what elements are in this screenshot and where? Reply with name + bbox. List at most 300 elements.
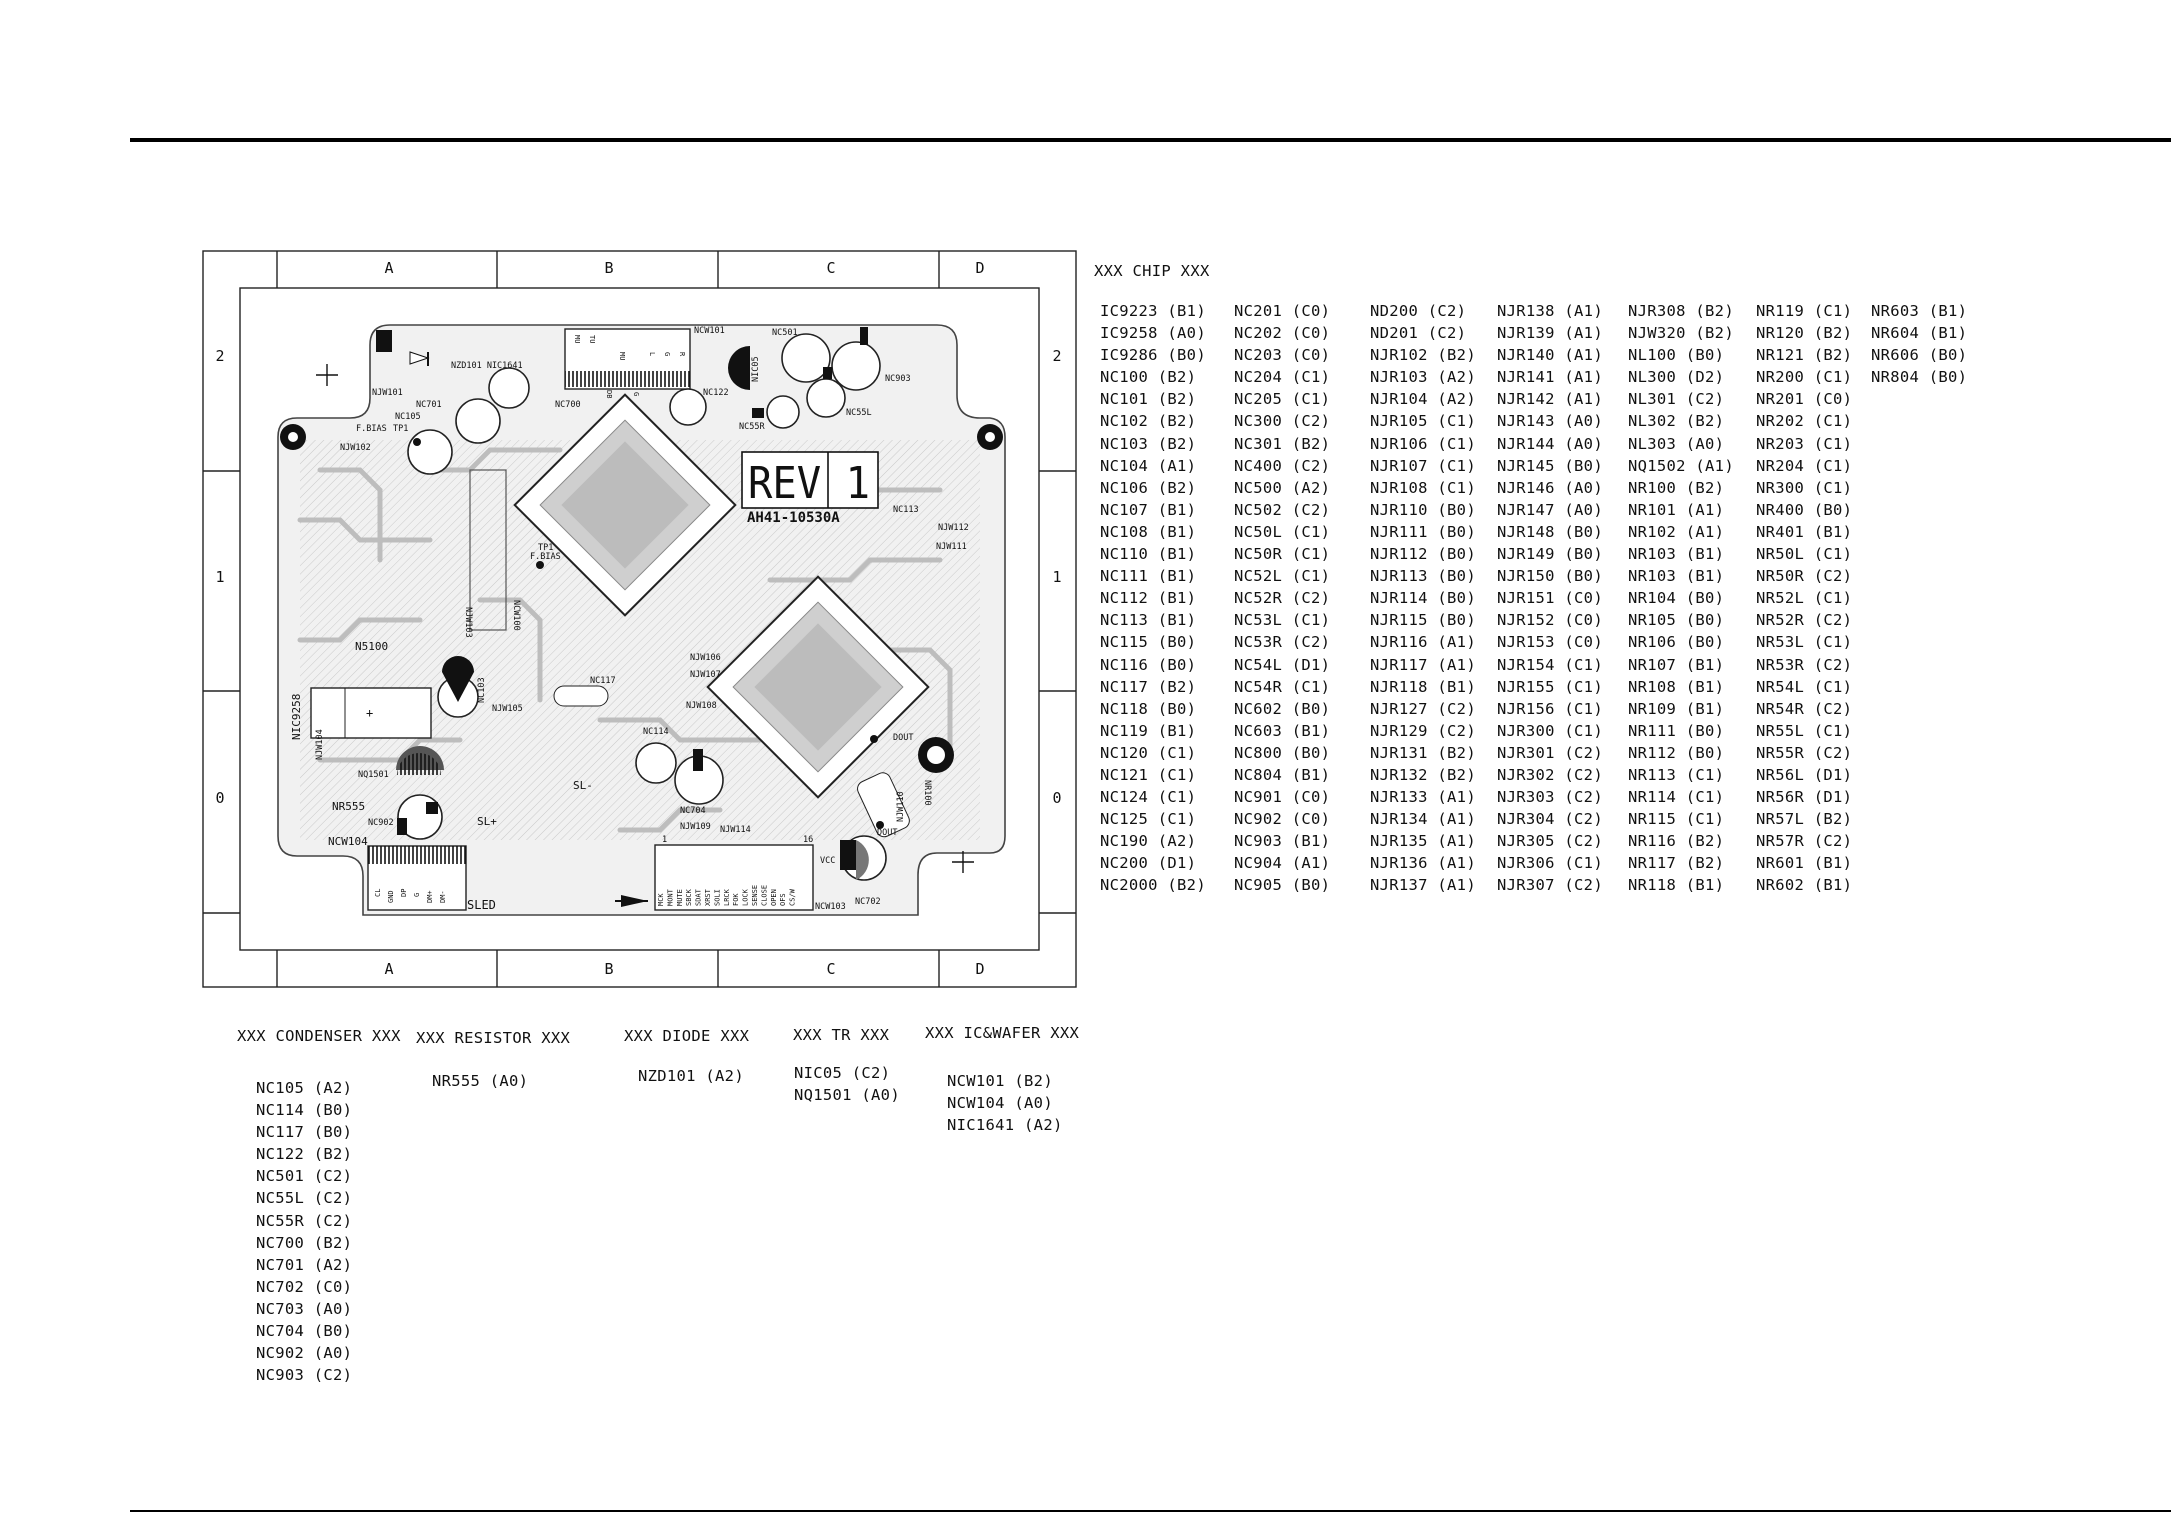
legend-entry: IC9223 (B1) [1100,302,1206,320]
legend-entry: NC118 (B0) [1100,699,1197,718]
legend-entry: NC301 (B2) [1234,434,1331,453]
pin-label: DP [400,888,408,897]
legend-entry: NR109 (B1) [1628,699,1725,718]
legend-entry: NJR116 (A1) [1370,633,1476,652]
legend-entry: NJR136 (A1) [1370,854,1476,873]
label-nc903: NC903 [885,374,911,384]
legend-entry: NR50R (C2) [1756,567,1853,586]
condenser-header: XXX CONDENSER XXX [237,1027,401,1045]
label-sl-plus: SL+ [477,815,497,828]
label-njw104: NJW104 [315,729,325,760]
pin-label: DM+ [426,890,434,903]
legend-entry: NC501 (C2) [256,1167,353,1186]
legend-entry: NJR107 (C1) [1370,456,1476,475]
legend-entry: NC400 (C2) [1234,456,1331,475]
legend-entry: NJR118 (B1) [1370,677,1476,696]
grid-col-label-bottom-a: A [384,960,394,978]
legend-entry: NC55R (C2) [256,1211,353,1230]
label-ncw104: NCW104 [328,835,368,848]
legend-entry: NC2000 (B2) [1100,876,1206,895]
legend-entry: NC53L (C1) [1234,611,1331,630]
grid-row-label-left-1: 1 [215,568,225,586]
label-f-bias-b: F.BIAS [530,552,561,562]
label-nic9258: NIC9258 [290,693,303,740]
ic-wafer-header: XXX IC&WAFER XXX [925,1024,1080,1042]
legend-entry: NC201 (C0) [1234,302,1331,320]
tr-list [794,1062,900,1106]
legend-entry: NJR145 (B0) [1497,456,1603,475]
chip-column-7 [1871,300,1967,388]
legend-entry: NC903 (B1) [1234,832,1331,851]
legend-entry: NC104 (A1) [1100,456,1197,475]
legend-entry: NJR111 (B0) [1370,522,1476,541]
legend-entry: NR555 (A0) [432,1072,529,1090]
condenser-list [256,1077,352,1386]
legend-entry: NR56R (D1) [1756,788,1853,807]
pin-label: CLOSE [760,884,769,906]
legend-entry: NC703 (A0) [256,1299,353,1318]
legend-entry: NJR156 (C1) [1497,699,1603,718]
legend-entry: NR401 (B1) [1756,522,1853,541]
legend-entry: NJR307 (C2) [1497,876,1603,895]
label-ncw100: NCW100 [511,600,521,631]
ic-wafer-list [947,1070,1063,1136]
legend-entry: NR106 (B0) [1628,633,1725,652]
legend-entry: NC200 (D1) [1100,854,1197,873]
legend-entry: NR54R (C2) [1756,699,1853,718]
legend-entry: NC701 (A2) [256,1255,353,1274]
legend-entry: NJR154 (C1) [1497,655,1603,674]
label-njw114: NJW114 [720,825,751,835]
part-number-label: AH41-10530A [747,510,840,526]
pin-label: TU [588,335,596,344]
grid-col-label-top-d: D [975,259,985,277]
legend-entry: NR121 (B2) [1756,346,1853,365]
label-njw111: NJW111 [936,542,967,552]
legend-entry: NJR151 (C0) [1497,589,1603,608]
label-nc103: NC103 [477,677,487,703]
label-vcc: VCC [820,856,836,866]
legend-entry: NJR135 (A1) [1370,832,1476,851]
pin-label: GND [387,890,395,903]
label-sl-minus: SL- [573,779,593,792]
legend-entry: NJR108 (C1) [1370,478,1476,497]
legend-entry: NR115 (C1) [1628,810,1725,829]
grid-row-label-right-0: 0 [1052,789,1062,807]
label-dout-b: DOUT [877,828,898,838]
chip-column-1 [1100,300,1206,897]
legend-entry: NJR115 (B0) [1370,611,1476,630]
legend-entry: NR100 (B2) [1628,478,1725,497]
grid-row-label-right-1: 1 [1052,568,1062,586]
pin-label: G [663,352,671,357]
legend-entry: NJR304 (C2) [1497,810,1603,829]
legend-entry: NJR141 (A1) [1497,368,1603,387]
legend-entry: NJR131 (B2) [1370,743,1476,762]
legend-entry: NR52L (C1) [1756,589,1853,608]
legend-entry: NJR105 (C1) [1370,412,1476,431]
legend-entry: NJR152 (C0) [1497,611,1603,630]
chip-header: XXX CHIP XXX [1094,262,1210,280]
legend-entry: NJR117 (A1) [1370,655,1476,674]
legend-entry: NC122 (B2) [256,1145,353,1164]
legend-entry: NC502 (C2) [1234,500,1331,519]
legend-entry: NL100 (B0) [1628,346,1725,365]
legend-entry: NC202 (C0) [1234,324,1331,343]
legend-entry: NR804 (B0) [1871,368,1968,387]
chip-column-3 [1370,300,1476,897]
chip-column-5 [1628,300,1734,897]
legend-entry: NR120 (B2) [1756,324,1853,343]
legend-entry: NR200 (C1) [1756,368,1853,387]
label-n5100: N5100 [355,640,389,653]
legend-entry: NC204 (C1) [1234,368,1331,387]
legend-entry: ND201 (C2) [1370,324,1467,343]
legend-entry: NC108 (B1) [1100,522,1197,541]
legend-entry: NIC1641 (A2) [947,1116,1063,1135]
label-tp1-b: TP1 [538,543,554,553]
legend-entry: NQ1501 (A0) [794,1086,900,1105]
legend-entry: NR118 (B1) [1628,876,1725,895]
legend-entry: NC203 (C0) [1234,346,1331,365]
label-njw107: NJW107 [690,670,721,680]
legend-entry: NR53R (C2) [1756,655,1853,674]
grid-col-label-top-a: A [384,259,394,277]
legend-entry: NJR146 (A0) [1497,478,1603,497]
chip-column-2 [1234,300,1330,897]
legend-entry: NC903 (C2) [256,1366,353,1385]
legend-entry: NC500 (A2) [1234,478,1331,497]
legend-entry: NJR306 (C1) [1497,854,1603,873]
legend-entry: NJR301 (C2) [1497,743,1603,762]
legend-entry: NC902 (A0) [256,1344,353,1363]
legend-entry: NC120 (C1) [1100,743,1197,762]
legend-entry: NL303 (A0) [1628,434,1725,453]
legend-entry: NL302 (B2) [1628,412,1725,431]
legend-entry: NC100 (B2) [1100,368,1197,387]
legend-entry: NC702 (C0) [256,1277,353,1296]
legend-entry: NC904 (A1) [1234,854,1331,873]
legend-entry: NJR155 (C1) [1497,677,1603,696]
legend-entry: NR107 (B1) [1628,655,1725,674]
legend-entry: NR603 (B1) [1871,302,1968,320]
legend-entry: NC901 (C0) [1234,788,1331,807]
legend-entry: NR53L (C1) [1756,633,1853,652]
legend-entry: NJR308 (B2) [1628,302,1734,320]
label-nq1501: NQ1501 [358,770,389,780]
legend-entry: NJW320 (B2) [1628,324,1734,343]
pin-label: LOCK [741,889,750,906]
legend-entry: NJR303 (C2) [1497,788,1603,807]
legend-entry: NC103 (B2) [1100,434,1197,453]
legend-entry: NR111 (B0) [1628,721,1725,740]
legend-entry: NJR147 (A0) [1497,500,1603,519]
label-pin-16: 16 [803,835,814,845]
legend-entry: NC115 (B0) [1100,633,1197,652]
legend-entry: NC117 (B0) [256,1123,353,1142]
legend-entry: NR116 (B2) [1628,832,1725,851]
legend-entry: NJR144 (A0) [1497,434,1603,453]
label-dout: DOUT [893,733,914,743]
grid-col-label-bottom-c: C [826,960,836,978]
legend-entry: NC54R (C1) [1234,677,1331,696]
legend-entry: NC113 (B1) [1100,611,1197,630]
legend-entry: NR56L (D1) [1756,765,1853,784]
legend-entry: NR55L (C1) [1756,721,1853,740]
legend-entry: NR105 (B0) [1628,611,1725,630]
legend-entry: NR57R (C2) [1756,832,1853,851]
legend-entry: NJR302 (C2) [1497,765,1603,784]
label-njw108: NJW108 [686,701,717,711]
legend-entry: NR102 (A1) [1628,522,1725,541]
legend-entry: NR52R (C2) [1756,611,1853,630]
pin-label: L [648,352,656,357]
legend-entry: NJR114 (B0) [1370,589,1476,608]
legend-entry: NC101 (B2) [1100,390,1197,409]
label-nc701: NC701 [416,400,442,410]
legend-entry: NC52L (C1) [1234,567,1331,586]
grid-row-label-left-0: 0 [215,789,225,807]
legend-entry: NC704 (B0) [256,1322,353,1341]
pin-label: CS/W [788,889,797,906]
legend-entry: NC54L (D1) [1234,655,1331,674]
label-nc55l: NC55L [846,408,872,418]
legend-entry: NJR103 (A2) [1370,368,1476,387]
label-njw102: NJW102 [340,443,371,453]
legend-entry: NC106 (B2) [1100,478,1197,497]
grid-col-label-top-c: C [826,259,836,277]
label-nc105: NC105 [395,412,421,422]
pin-label: CL [374,888,382,897]
legend-entry: NR55R (C2) [1756,743,1853,762]
pin-label: OFS [779,893,788,906]
legend-entry: NJR142 (A1) [1497,390,1603,409]
legend-entry: NR604 (B1) [1871,324,1968,343]
legend-entry: NJR143 (A0) [1497,412,1603,431]
legend-entry: NL301 (C2) [1628,390,1725,409]
label-nc702: NC702 [855,897,881,907]
grid-row-label-right-2: 2 [1052,347,1062,365]
label-ncw101: NCW101 [694,326,725,336]
pin-label: SBCK [685,889,694,906]
legend-entry: NR114 (C1) [1628,788,1725,807]
legend-entry: NR103 (B1) [1628,567,1725,586]
pin-label: MUTE [675,889,684,906]
pin-label: SOLI [713,889,722,906]
legend-entry: NC603 (B1) [1234,721,1331,740]
legend-entry: NJR104 (A2) [1370,390,1476,409]
legend-entry: IC9258 (A0) [1100,324,1206,343]
legend-entry: NL300 (D2) [1628,368,1725,387]
legend-entry: NJR132 (B2) [1370,765,1476,784]
pin-label: DB [605,390,613,399]
label-tp1: TP1 [393,424,409,434]
legend-entry: NC700 (B2) [256,1233,353,1252]
pin-label: MONT [666,889,675,906]
grid-row-label-left-2: 2 [215,347,225,365]
label-njw112: NJW112 [938,523,969,533]
legend-entry: NR113 (C1) [1628,765,1725,784]
legend-entry: NC50R (C1) [1234,545,1331,564]
legend-entry: NCW101 (B2) [947,1072,1053,1090]
legend-entry: NR50L (C1) [1756,545,1853,564]
label-ncw103: NCW103 [815,902,846,912]
legend-entry: NR606 (B0) [1871,346,1968,365]
legend-entry: NC804 (B1) [1234,765,1331,784]
legend-entry: NC102 (B2) [1100,412,1197,431]
legend-entry: NC116 (B0) [1100,655,1197,674]
legend-entry: NJR102 (B2) [1370,346,1476,365]
legend-entry: NJR149 (B0) [1497,545,1603,564]
label-njw109: NJW109 [680,822,711,832]
legend-entry: NC50L (C1) [1234,522,1331,541]
legend-entry: NC121 (C1) [1100,765,1197,784]
legend-entry: NR602 (B1) [1756,876,1853,895]
label-f-bias: F.BIAS [356,424,387,434]
legend-entry: NJR305 (C2) [1497,832,1603,851]
diode-list [638,1065,744,1087]
pin-label: OPEN [769,889,778,906]
legend-entry: NR601 (B1) [1756,854,1853,873]
label-nc113: NC113 [893,505,919,515]
legend-entry: NJR129 (C2) [1370,721,1476,740]
tr-header: XXX TR XXX [793,1026,890,1044]
legend-entry: NR57L (B2) [1756,810,1853,829]
legend-entry: NR103 (B1) [1628,545,1725,564]
label-nc501: NC501 [772,328,798,338]
legend-entry: NC107 (B1) [1100,500,1197,519]
legend-entry: NJR127 (C2) [1370,699,1476,718]
legend-entry: NC119 (B1) [1100,721,1197,740]
legend-entry: NJR110 (B0) [1370,500,1476,519]
legend-entry: ND200 (C2) [1370,302,1467,320]
legend-entry: NJR112 (B0) [1370,545,1476,564]
legend-entry: NJR150 (B0) [1497,567,1603,586]
grid-col-label-top-b: B [604,259,614,277]
pin-label: G [632,392,640,397]
pin-label: R [678,352,686,357]
legend-entry: NC112 (B1) [1100,589,1197,608]
label-njw106: NJW106 [690,653,721,663]
label-sled: SLED [467,898,496,912]
pin-label: G [413,892,421,897]
legend-entry: NC114 (B0) [256,1101,353,1120]
legend-entry: NJR137 (A1) [1370,876,1476,895]
legend-entry: NJR140 (A1) [1497,346,1603,365]
legend-entry: NR204 (C1) [1756,456,1853,475]
legend-entry: NIC05 (C2) [794,1064,891,1082]
pin-label: SENSE [751,884,759,906]
label-pin-1: 1 [662,835,668,845]
legend-entry: NZD101 (A2) [638,1067,744,1085]
legend-entry: NC905 (B0) [1234,876,1331,895]
resistor-header: XXX RESISTOR XXX [416,1029,571,1047]
legend-entry: NR119 (C1) [1756,302,1853,320]
legend-entry: NR112 (B0) [1628,743,1725,762]
label-nic05: NIC05 [751,356,761,382]
pin-label: XRST [704,889,712,906]
legend-entry: NR300 (C1) [1756,478,1853,497]
label-nc55r: NC55R [739,422,765,432]
label-nc122: NC122 [703,388,729,398]
legend-entry: NJR134 (A1) [1370,810,1476,829]
label-njw105: NJW105 [492,704,523,714]
legend-entry: NC105 (A2) [256,1079,353,1097]
legend-entry: NC117 (B2) [1100,677,1197,696]
legend-entry: NC124 (C1) [1100,788,1197,807]
legend-entry: NJR133 (A1) [1370,788,1476,807]
legend-entry: NJR113 (B0) [1370,567,1476,586]
label-nc902: NC902 [368,818,394,828]
legend-entry: NC300 (C2) [1234,412,1331,431]
legend-entry: NC125 (C1) [1100,810,1197,829]
pin-label: DM- [439,890,447,903]
legend-entry: NR108 (B1) [1628,677,1725,696]
label-nr100: NR100 [922,780,932,806]
label-nc117: NC117 [590,676,616,686]
legend-entry: NR400 (B0) [1756,500,1853,519]
label-njw103: NJW103 [463,607,473,638]
legend-entry: NCW104 (A0) [947,1094,1053,1113]
legend-entry: NC111 (B1) [1100,567,1197,586]
legend-entry: NC902 (C0) [1234,810,1331,829]
legend-entry: NC602 (B0) [1234,699,1331,718]
label-nc114: NC114 [643,727,669,737]
legend-entry: NR54L (C1) [1756,677,1853,696]
label-njw101: NJW101 [372,388,403,398]
pin-label: MCK [657,893,665,906]
pin-label: MU [618,352,626,361]
legend-entry: NJR138 (A1) [1497,302,1603,320]
legend-entry: NJR148 (B0) [1497,522,1603,541]
legend-entry: NC53R (C2) [1234,633,1331,652]
legend-entry: NC800 (B0) [1234,743,1331,762]
legend-entry: IC9286 (B0) [1100,346,1206,365]
label-nzd101-nic1641: NZD101 NIC1641 [451,361,523,371]
legend-entry: NC110 (B1) [1100,545,1197,564]
grid-col-label-bottom-d: D [975,960,985,978]
pin-label: MU [573,335,581,344]
legend-entry: NR202 (C1) [1756,412,1853,431]
legend-entry: NR117 (B2) [1628,854,1725,873]
label-nc700: NC700 [555,400,581,410]
legend-entry: NJR139 (A1) [1497,324,1603,343]
pin-label: SDAT [694,889,703,906]
legend-entry: NR101 (A1) [1628,500,1725,519]
legend-entry: NC55L (C2) [256,1189,353,1208]
legend-entry: NC52R (C2) [1234,589,1331,608]
diode-header: XXX DIODE XXX [624,1027,750,1045]
legend-entry: NR104 (B0) [1628,589,1725,608]
grid-col-label-bottom-b: B [604,960,614,978]
label-nc704: NC704 [680,806,706,816]
label-njw110: NJW110 [896,791,906,822]
legend-entry: NC190 (A2) [1100,832,1197,851]
chip-column-6 [1756,300,1852,897]
legend-entry: NR201 (C0) [1756,390,1853,409]
label-plus-sign: + [366,706,374,720]
legend-entry: NQ1502 (A1) [1628,456,1734,475]
rev-label: REV 1 [748,458,870,509]
resistor-list [432,1070,528,1092]
legend-entry: NJR106 (C1) [1370,434,1476,453]
legend-entry: NJR153 (C0) [1497,633,1603,652]
legend-entry: NJR300 (C1) [1497,721,1603,740]
legend-entry: NC205 (C1) [1234,390,1331,409]
label-nr555: NR555 [332,800,366,813]
legend-entry: NR203 (C1) [1756,434,1853,453]
pin-label: LRCK [722,889,731,906]
